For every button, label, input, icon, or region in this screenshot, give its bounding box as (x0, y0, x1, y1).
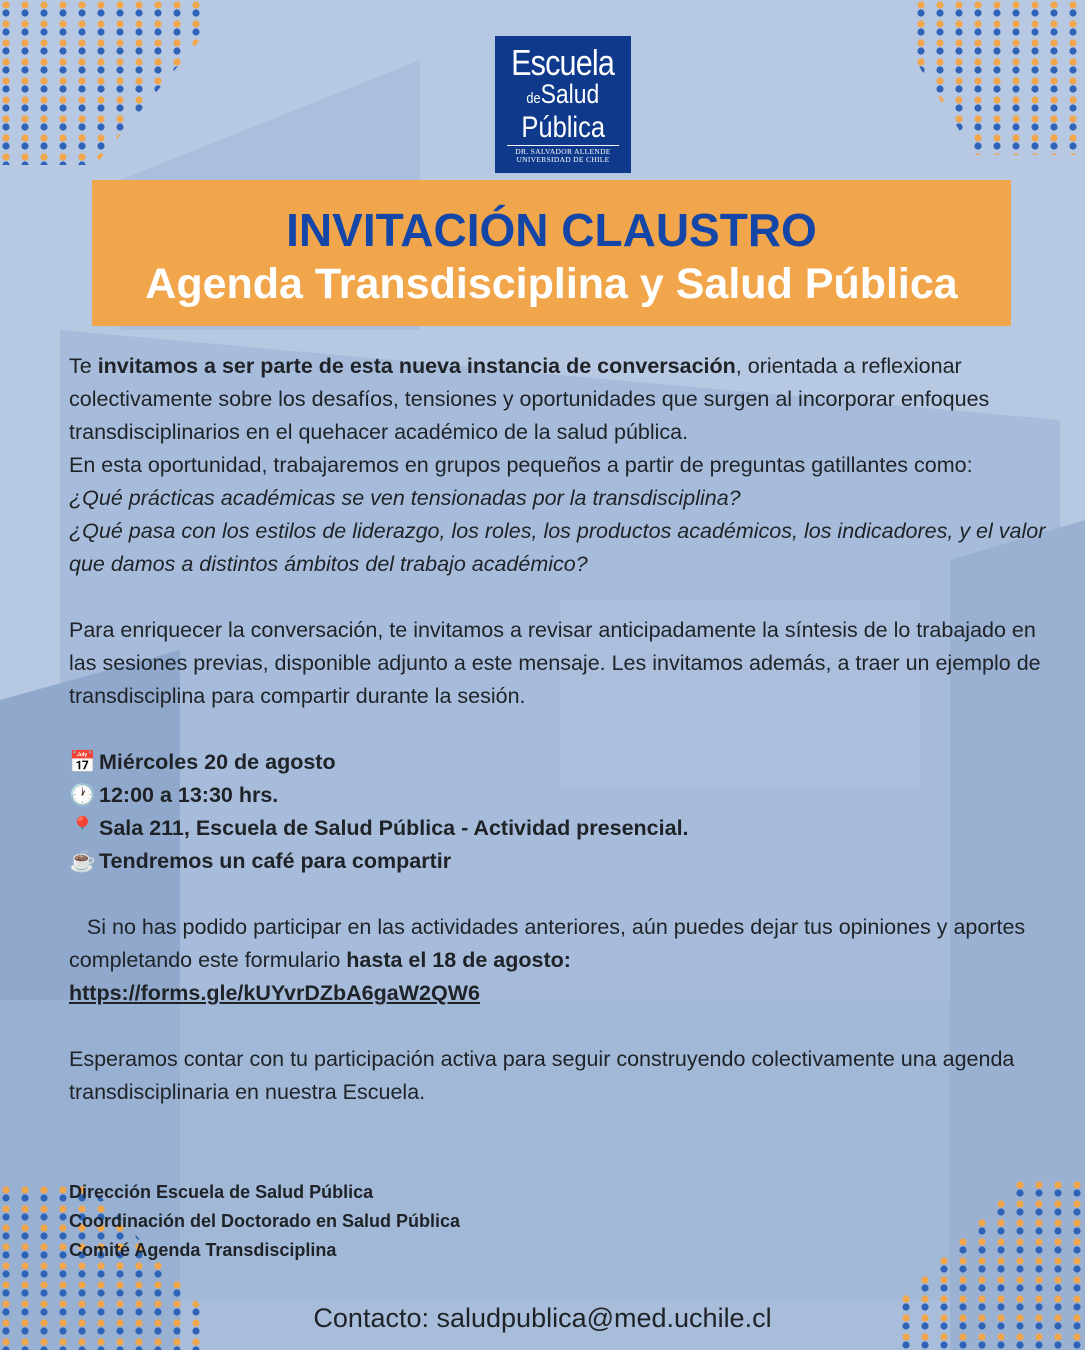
signature-line: Coordinación del Doctorado en Salud Pública (69, 1211, 461, 1231)
contact-email: Contacto: saludpublica@med.uchile.cl (313, 1303, 772, 1333)
coffee-icon: ☕ (69, 849, 96, 873)
school-logo (495, 36, 631, 173)
signature-line: Comité Agenda Transdisciplina (69, 1240, 337, 1260)
invitation-body (69, 350, 1064, 1109)
logo-line-3: Pública (521, 110, 605, 144)
clock-icon: 🕐 (69, 783, 96, 807)
intro-paragraph: Te invitamos a ser parte de esta nueva instancia de conversación, orientada a reflexionar colectivamente sobre los desafíos, tensiones y oportunidades que surgen al incorporar enfoques transdisciplinarios en el quehacer académico de la salud pública. (69, 354, 990, 444)
detail-location: 📍 Sala 211, Escuela de Salud Pública - Actividad presencial. (69, 812, 1064, 845)
form-paragraph: Si no has podido participar en las actividades anteriores, aún puedes dejar tus opiniones y aportes completando este formulario hasta el 18 de agosto: (69, 915, 1032, 972)
preparation-paragraph: Para enriquecer la conversación, te invitamos a revisar anticipadamente la síntesis de lo trabajado en las sesiones previas, disponible adjunto a este mensaje. Les invitamos además, a traer un ejemplo de transdisciplina para compartir durante la sesión. (69, 618, 1041, 708)
closing-paragraph: Esperamos contar con tu participación activa para seguir construyendo colectivamente una agenda transdisciplinaria en nuestra Escuela. (69, 1047, 1015, 1104)
question-1: ¿Qué prácticas académicas se ven tensionadas por la transdisciplina? (69, 486, 741, 510)
calendar-icon: 📅 (69, 750, 96, 774)
logo-line-1: Escuela (511, 41, 615, 83)
page-subtitle: Agenda Transdisciplina y Salud Pública (145, 260, 958, 308)
logo-divider (507, 145, 619, 146)
detail-coffee: ☕ Tendremos un café para compartir (69, 845, 1064, 878)
detail-date: 📅 Miércoles 20 de agosto (69, 746, 1064, 779)
logo-line-2: deSalud (526, 78, 600, 109)
signature-line: Dirección Escuela de Salud Pública (69, 1182, 374, 1202)
title-banner (92, 180, 1011, 326)
pin-icon: 📍 (69, 816, 96, 840)
detail-time: 🕐 12:00 a 13:30 hrs. (69, 779, 1064, 812)
question-2: ¿Qué pasa con los estilos de liderazgo, los roles, los productos académicos, los indicadores, y el valor que damos a distintos ámbitos del trabajo académico? (69, 519, 1046, 576)
form-link[interactable]: https://forms.gle/kUYvrDZbA6gaW2QW6 (69, 981, 480, 1005)
dot-pattern-top-right (915, 0, 1085, 160)
logo-line-5: UNIVERSIDAD DE CHILE (516, 154, 610, 164)
dot-pattern-top-left (0, 0, 200, 170)
signature-block (69, 1178, 460, 1265)
method-paragraph: En esta oportunidad, trabajaremos en grupos pequeños a partir de preguntas gatillantes como: (69, 453, 973, 477)
logo-line-4: DR. SALVADOR ALLENDE (515, 146, 611, 156)
page-title: INVITACIÓN CLAUSTRO (286, 204, 817, 256)
